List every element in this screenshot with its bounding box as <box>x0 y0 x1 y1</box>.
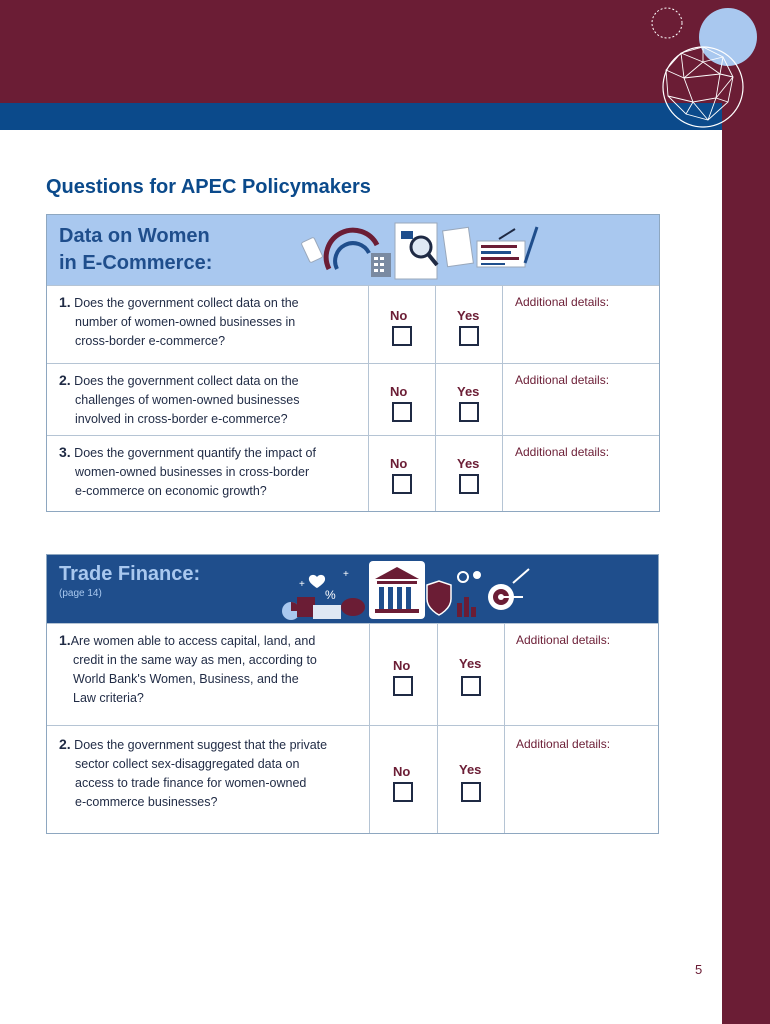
additional-details-label: Additional details: <box>515 295 610 309</box>
question-line: e-commerce on economic growth? <box>75 484 267 498</box>
data-analytics-illustration-icon <box>299 219 549 283</box>
question-row <box>47 623 658 726</box>
question-line: Law criteria? <box>73 691 144 705</box>
svg-text:%: % <box>325 588 336 602</box>
question-line: involved in cross-border e-commerce? <box>75 412 288 426</box>
question-number: 3. <box>59 444 71 460</box>
question-row <box>47 725 658 833</box>
column-divider <box>369 623 370 833</box>
no-checkbox[interactable] <box>392 474 412 494</box>
question-row <box>47 435 659 511</box>
section-title <box>59 223 212 277</box>
question-line: cross-border e-commerce? <box>75 334 226 348</box>
additional-details-label: Additional details: <box>516 737 611 751</box>
yes-label: Yes <box>457 308 480 323</box>
question-line: Does the government collect data on the <box>74 296 299 310</box>
question-number: 2. <box>59 372 71 388</box>
question-line: World Bank's Women, Business, and the <box>73 672 299 686</box>
no-checkbox[interactable] <box>393 782 413 802</box>
question-number: 2. <box>59 736 71 752</box>
question-row <box>47 285 659 364</box>
question-line: access to trade finance for women-owned <box>75 776 307 790</box>
no-label: No <box>390 456 408 471</box>
question-line: challenges of women-owned businesses <box>75 393 300 407</box>
svg-text:+: + <box>299 579 305 590</box>
svg-text:+: + <box>343 569 349 580</box>
data-on-women-section <box>46 214 660 512</box>
section-header <box>47 215 659 285</box>
no-label: No <box>393 658 411 673</box>
section-title: Trade Finance: <box>59 563 201 585</box>
yes-checkbox[interactable] <box>459 326 479 346</box>
side-band <box>722 103 770 1024</box>
column-divider <box>502 285 503 511</box>
yes-label: Yes <box>457 384 480 399</box>
yes-checkbox[interactable] <box>459 474 479 494</box>
additional-details-label: Additional details: <box>515 373 610 387</box>
no-checkbox[interactable] <box>393 676 413 696</box>
section-title-line: in E-Commerce: <box>59 252 213 274</box>
question-number: 1. <box>59 632 71 648</box>
no-checkbox[interactable] <box>392 402 412 422</box>
question-line: Does the government collect data on the <box>74 374 299 388</box>
no-checkbox[interactable] <box>392 326 412 346</box>
additional-details-label: Additional details: <box>516 633 611 647</box>
question-text <box>59 631 317 708</box>
no-label: No <box>390 308 408 323</box>
question-text <box>59 443 316 501</box>
question-line: women-owned businesses in cross-border <box>75 465 310 479</box>
question-line: sector collect sex-disaggregated data on <box>75 757 300 771</box>
decorative-globe-icon <box>648 4 758 130</box>
additional-details-label: Additional details: <box>515 445 610 459</box>
yes-checkbox[interactable] <box>459 402 479 422</box>
yes-checkbox[interactable] <box>461 676 481 696</box>
question-text <box>59 735 327 812</box>
header-stripe <box>0 103 722 130</box>
no-label: No <box>393 764 411 779</box>
question-line: Does the government suggest that the private <box>74 738 328 752</box>
question-number: 1. <box>59 294 71 310</box>
question-line: Does the government quantify the impact of <box>74 446 316 460</box>
section-title-line: Data on Women <box>59 225 210 247</box>
column-divider <box>368 285 369 511</box>
yes-label: Yes <box>457 456 480 471</box>
column-divider <box>435 285 436 511</box>
trade-finance-section <box>46 554 659 834</box>
yes-label: Yes <box>459 762 482 777</box>
question-line: e-commerce businesses? <box>75 795 218 809</box>
question-line: number of women-owned businesses in <box>75 315 296 329</box>
yes-label: Yes <box>459 656 482 671</box>
yes-checkbox[interactable] <box>461 782 481 802</box>
question-line: Are women able to access capital, land, and <box>70 634 316 648</box>
trade-finance-illustration-icon <box>277 559 537 621</box>
question-text <box>59 371 299 429</box>
column-divider <box>437 623 438 833</box>
section-subtitle: (page 14) <box>59 588 102 599</box>
section-header <box>47 555 658 623</box>
question-row <box>47 363 659 436</box>
page-number: 5 <box>695 962 703 977</box>
column-divider <box>504 623 505 833</box>
no-label: No <box>390 384 408 399</box>
question-text <box>59 293 299 351</box>
page-title: Questions for APEC Policymakers <box>46 176 371 198</box>
question-line: credit in the same way as men, according to <box>73 653 317 667</box>
